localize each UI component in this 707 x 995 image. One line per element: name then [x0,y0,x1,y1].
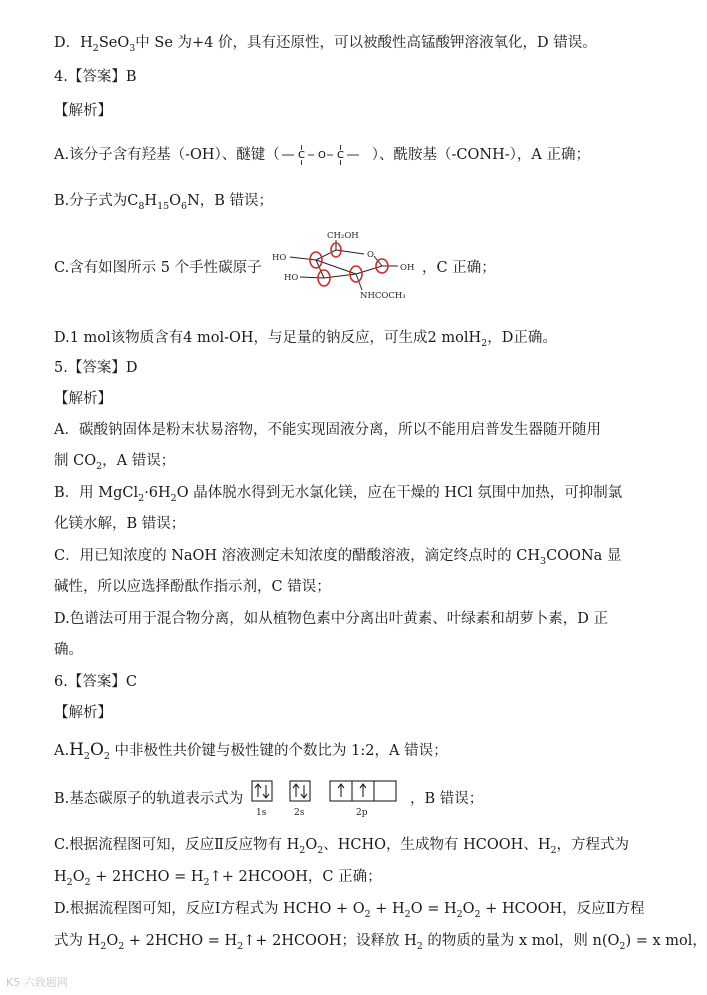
mol-ch2oh: CH₂OH [327,231,359,241]
line-7a: D.1 mol该物质含有4 mol-OH，与足量的钠反应，可生成2 molH$_2$，D正确。 [54,330,557,349]
line-6-b-right: ，B 错误； [410,791,484,807]
line-6a-right: ，C 正确； [422,260,496,276]
orbital-box-1s [252,781,272,801]
line-6-c: C.根据流程图可知，反应Ⅱ反应物有 $H_2O_2$、HCHO，生成物有 HCOOH、$H_2$，方程式为 [54,837,630,856]
ether-o: O [317,150,326,161]
answer-6: 6.【答案】C [54,674,137,690]
line-5-c: C．用已知浓度的 NaOH 溶液测定未知浓度的醋酸溶液，滴定终点时的 $CH_3COONa$ 显 [54,548,622,567]
line-6-d2: 式为 $H_2O_2$ + 2HCHO = $H_2↑+$ 2HCOOH；设释放 $H_2$ 的物质的量为 x mol，则 $n(O_2) = x$ mol， [54,933,707,952]
watermark: K5 六致题网 [6,976,68,989]
line-6-b-left: B.基态碳原子的轨道表示式为 [54,791,244,807]
answer-5: 5.【答案】D [54,360,138,376]
orbital-diagram [250,779,405,819]
line-5a: B.分子式为$C_8H_{15}O_6N$，B 错误； [54,193,274,212]
mol-nhcoch3: NHCOCH₃ [360,291,406,301]
ether-c2: C [336,150,344,161]
line-5-a: A．碳酸钠固体是粉末状易溶物，不能实现固液分离，所以不能用启普发生器随开随用 [54,422,601,438]
ether-bond-figure [280,144,372,166]
line-5-d2: 确。 [54,642,83,658]
mol-ho1: HO [272,253,287,263]
orbital-label-2s: 2s [294,808,305,818]
line-4a: A.该分子含有羟基（-OH）、醚键（ C O C ）、酰胺基（-CONH-），A 正确； [54,144,590,166]
mol-ring-o: O [367,250,374,260]
analysis-heading: 【解析】 [54,103,112,119]
analysis-heading-6: 【解析】 [54,705,112,721]
analysis-heading-5: 【解析】 [54,391,112,407]
line-5-d: D.色谱法可用于混合物分离，如从植物色素中分离出叶黄素、叶绿素和胡萝卜素，D 正 [54,611,608,627]
orbital-label-1s: 1s [256,808,267,818]
line-6-c2: $H_2O_2$ + 2HCHO = $H_2↑+$ 2HCOOH，C 正确； [54,869,382,888]
ether-c1: C [297,150,305,161]
line-5-b2: 化镁水解，B 错误； [54,516,186,532]
answer-4: 4.【答案】B [54,69,137,85]
line-5-a2: 制 $CO_2$，A 错误； [54,453,176,472]
mol-ho2: HO [284,273,299,283]
glucosamine-structure-figure [270,228,420,308]
line-5-c2: 碱性，所以应选择酚酞作指示剂，C 错误； [54,579,331,595]
line-6-a: $A.H_2O_2$ 中非极性共价键与极性键的个数比为 1:2，A 错误； [54,740,448,762]
line-5-b: B．用 $MgCl_2\cdot 6H_2O$ 晶体脱水得到无水氯化镁，应在干燥的 HCl 氛围中加热，可抑制氯 [54,485,623,504]
orbital-label-2p: 2p [356,808,368,818]
orbital-box-2s [290,781,310,801]
line-6-d: D.根据流程图可知，反应Ⅰ方程式为 HCHO + $O_2 + H_2O = H_2O_2$ + HCOOH，反应Ⅱ方程 [54,901,645,920]
line-1: D．$H_2SeO_3$中 Se 为+4 价，具有还原性，可以被酸性高锰酸钾溶液氧化，D 错误。 [54,35,597,54]
line-6a-left: C.含有如图所示 5 个手性碳原子 [54,260,262,276]
mol-oh: OH [400,263,415,273]
